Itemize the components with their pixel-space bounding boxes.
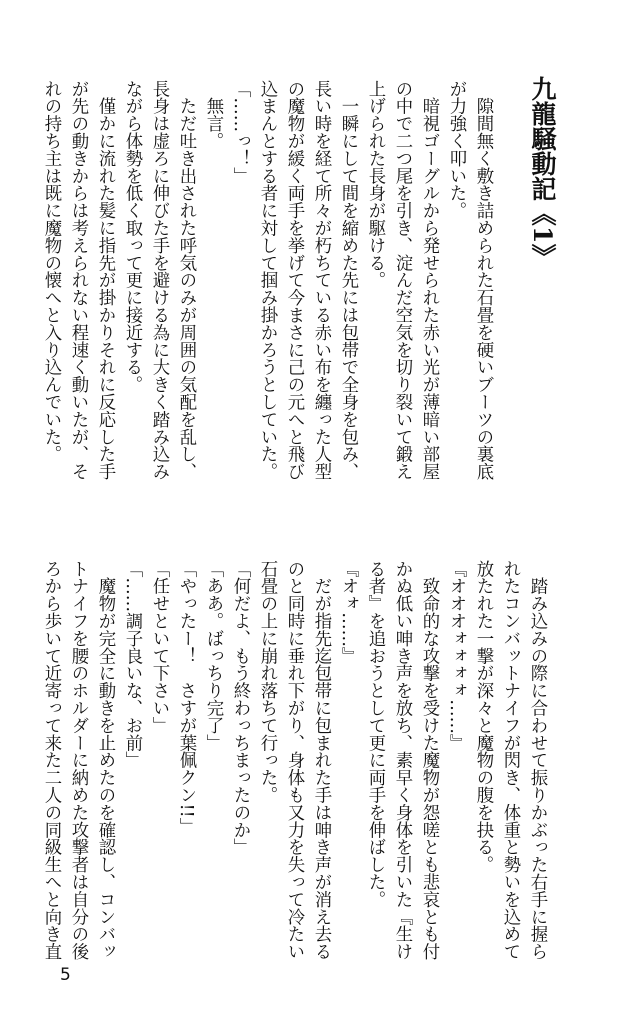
page-number: 5 <box>60 965 71 985</box>
upper-text-block: 隙間無く敷き詰められた石畳を硬いブーツの裏底 が力強く叩いた。 暗視ゴーグルから発せられた赤い光が薄暗い部屋 の中で二つ尾を引き、淀んだ空気を切り裂いて鍛え 上げられた長身が駆ける。 一瞬にして間を縮めた先には包帯で全身を包み、 長い時を経て所々が朽ちている赤い布を纏った人型 の魔物が緩く両手を挙げて今まさに己の元へと飛び 込まんとする者に対して掴み掛かろうとしていた。 「……っ！」 無言。 ただ吐き出された呼気のみが周囲の気配を乱し、 長身は虚ろに伸びた手を避ける為に大きく踏み込み ながら体勢を低く取って更に接近する。 僅かに流れた髪に指先が掛かりそれに反応した手 が先の動きからは考えられない程速く動いたが、そ れの持ち主は既に魔物の懐へと入り込んでいた。 <box>41 80 493 481</box>
lower-text-block: 踏み込みの際に合わせて振りかぶった右手に握ら れたコンバットナイフが閃き、体重と勢いを込めて 放たれた一撃が深々と魔物の腹を抉る。 『オオオォォォォ……』 致命的な攻撃を受けた魔物が怨嗟とも悲哀とも付 かぬ低い呻き声を放ち、素早く身体を引いた『生け る者』を追おうとして更に両手を伸ばした。 『オォ……』 だが指先迄包帯に包まれた手は呻き声が消え去る のと同時に垂れ下がり、身体も又力を失って冷たい 石畳の上に崩れ落ちて行った。 「何だよ、もう終わっちまったのか」 「ああ。ばっちり完了」 「やったー！ さすが葉佩クン!!」 「任せといて下さい」 「……調子良いな、お前」 魔物が完全に動きを止めたのを確認し、コンバッ トナイフを腰のホルダーに納めた攻撃者は自分の後 ろから歩いて近寄って来た二人の同級生へと向き直 <box>41 560 547 961</box>
chapter-title: 九龍騒動記《1》 <box>528 76 557 269</box>
